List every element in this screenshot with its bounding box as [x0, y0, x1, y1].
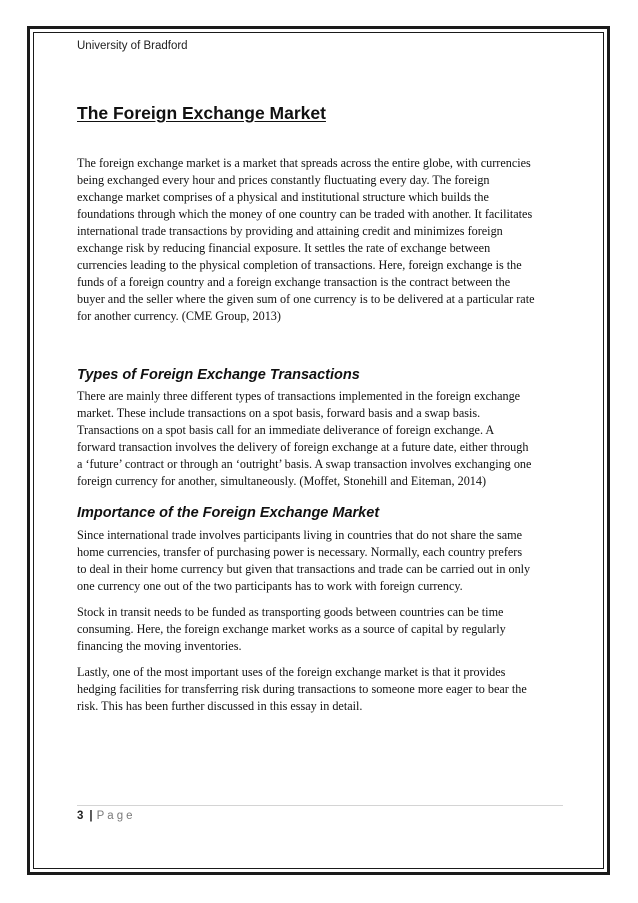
text-line: international trade transactions by providing and attaining credit and minimizes foreign [77, 224, 503, 238]
text-line: to deal in their home currency but given that transactions and trade can be carried out in only [77, 562, 531, 576]
intro-paragraph [77, 155, 569, 325]
importance-paragraph-2 [77, 604, 569, 655]
text-line: forward transaction involves the delivery of foreign exchange at a future date, either through [77, 440, 529, 454]
text-line: home currencies, transfer of purchasing power is necessary. Normally, each country prefers [77, 545, 523, 559]
text-line: Stock in transit needs to be funded as transporting goods between countries can be time [77, 605, 504, 619]
text-line: exchange market comprises of a physical and institutional structure which builds the [77, 190, 489, 204]
text-line: one currency one out of the two participants has to work with foreign currency. [77, 579, 463, 593]
page-title: The Foreign Exchange Market [77, 103, 326, 123]
page-number: 3 [77, 810, 84, 822]
text-line: a ‘future’ contract or through an ‘outright’ basis. A swap transaction involves exchanging one [77, 457, 532, 471]
footer-separator: | [89, 810, 93, 822]
text-line: market. These include transactions on a spot basis, forward basis and a swap basis. [77, 406, 481, 420]
text-line: consuming. Here, the foreign exchange market works as a source of capital by regularly [77, 622, 506, 636]
text-line: exchange risk by reducing financial exposure. It settles the rate of exchange between [77, 241, 491, 255]
text-line: financing the moving inventories. [77, 639, 242, 653]
page-footer [77, 810, 135, 822]
text-line: Transactions on a spot basis call for an immediate deliverance of foreign exchange. A [77, 423, 495, 437]
types-paragraph [77, 388, 569, 490]
importance-paragraph-1 [77, 527, 569, 595]
text-line: foundations through which the money of one country can be traded with another. It facilitates [77, 207, 533, 221]
running-header: University of Bradford [77, 40, 188, 52]
text-line: hedging facilities for transferring risk during transactions to someone more eager to bear the [77, 682, 527, 696]
text-line: There are mainly three different types of transactions implemented in the foreign exchange [77, 389, 521, 403]
heading-types-of-transactions: Types of Foreign Exchange Transactions [77, 367, 360, 383]
text-line: funds of a foreign country and a foreign exchange transaction is the contract between the [77, 275, 511, 289]
text-line: Lastly, one of the most important uses of the foreign exchange market is that it provides [77, 665, 506, 679]
heading-importance: Importance of the Foreign Exchange Market [77, 505, 380, 521]
text-line: for another currency. (CME Group, 2013) [77, 309, 281, 323]
text-line: The foreign exchange market is a market that spreads across the entire globe, with currencies [77, 156, 531, 170]
page-label: Page [96, 810, 136, 822]
importance-paragraph-3 [77, 664, 569, 715]
text-line: risk. This has been further discussed in this essay in detail. [77, 699, 363, 713]
text-line: being exchanged every hour and prices constantly fluctuating every day. The foreign [77, 173, 490, 187]
text-line: Since international trade involves participants living in countries that do not share the same [77, 528, 523, 542]
footer-divider [77, 805, 563, 806]
text-line: currencies leading to the physical completion of transactions. Here, foreign exchange is the [77, 258, 522, 272]
text-line: buyer and the seller where the given sum of one currency is to be delivered at a particular rate [77, 292, 535, 306]
text-line: foreign currency for another, simultaneously. (Moffet, Stonehill and Eiteman, 2014) [77, 474, 487, 488]
